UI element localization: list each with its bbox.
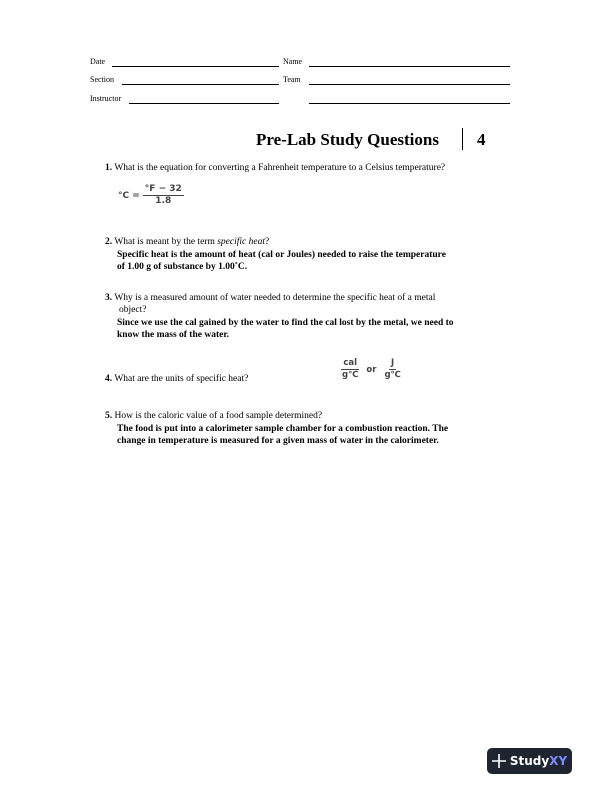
question-4 [105, 373, 325, 385]
answer-line: The food is put into a calorimeter sample chamber for a combustion reaction. The [117, 424, 449, 434]
title-divider [462, 128, 463, 150]
question-number: 2. [105, 237, 113, 247]
question-5 [105, 410, 525, 422]
question-text: How is the caloric value of a food sample determined? [114, 411, 323, 421]
name-label: Name [283, 57, 303, 66]
question-3 [105, 292, 535, 316]
question-number: 3. [105, 293, 113, 303]
name-field[interactable] [309, 66, 510, 67]
instructor-label: Instructor [90, 94, 122, 103]
units-denominator: g℃ [384, 370, 401, 380]
date-field[interactable] [112, 66, 279, 67]
extra-field[interactable] [309, 103, 510, 104]
answer-line: know the mass of the water. [117, 330, 230, 340]
units-numerator: cal [343, 358, 358, 368]
units-numerator: J [391, 358, 395, 368]
plus-sparkle-icon [492, 754, 506, 768]
instructor-field[interactable] [129, 103, 279, 104]
formula-denominator: 1.8 [155, 196, 172, 206]
question-text: What is meant by the term [114, 237, 218, 247]
formula-lhs: °C = [118, 190, 140, 201]
answer-line: change in temperature is measured for a given mass of water in the calorimeter. [117, 436, 439, 446]
units-fraction-cal [340, 358, 360, 381]
page-title: Pre-Lab Study Questions [256, 130, 439, 149]
answer-3 [117, 317, 547, 341]
answer-line: Specific heat is the amount of heat (cal or Joules) needed to raise the temperature [117, 250, 446, 260]
units-formula [340, 358, 403, 381]
team-field[interactable] [309, 84, 510, 85]
logo-text-accent: XY [549, 754, 568, 768]
units-or: or [366, 364, 377, 375]
question-text: Why is a measured amount of water needed to determine the specific heat of a metal [114, 293, 436, 303]
formula-fraction [143, 184, 184, 207]
units-denominator: g℃ [342, 370, 359, 380]
answer-5 [117, 423, 547, 447]
answer-line: Since we use the cal gained by the water to find the cal lost by the metal, we need to [117, 318, 454, 328]
answer-line: of 1.00 g of substance by 1.00˚C. [117, 262, 248, 272]
question-1 [105, 162, 525, 174]
date-label: Date [90, 57, 106, 66]
question-number: 4. [105, 374, 113, 384]
question-term: specific heat [217, 237, 265, 247]
team-label: Team [283, 75, 301, 84]
question-number: 1. [105, 163, 113, 173]
question-number: 5. [105, 411, 113, 421]
question-text: What are the units of specific heat? [114, 374, 249, 384]
question-2 [105, 236, 525, 248]
studyxy-logo[interactable] [487, 748, 572, 774]
section-label: Section [90, 75, 114, 84]
answer-2 [117, 249, 537, 273]
formula-numerator: °F − 32 [144, 184, 182, 194]
units-fraction-joule [382, 358, 402, 381]
question-text-end: ? [264, 237, 270, 247]
question-text-cont: object? [119, 305, 147, 315]
conversion-formula [118, 184, 184, 207]
logo-text: Study [509, 754, 550, 768]
chapter-number: 4 [477, 130, 486, 149]
question-text: What is the equation for converting a Fahrenheit temperature to a Celsius temperature? [114, 163, 446, 173]
section-field[interactable] [122, 84, 279, 85]
